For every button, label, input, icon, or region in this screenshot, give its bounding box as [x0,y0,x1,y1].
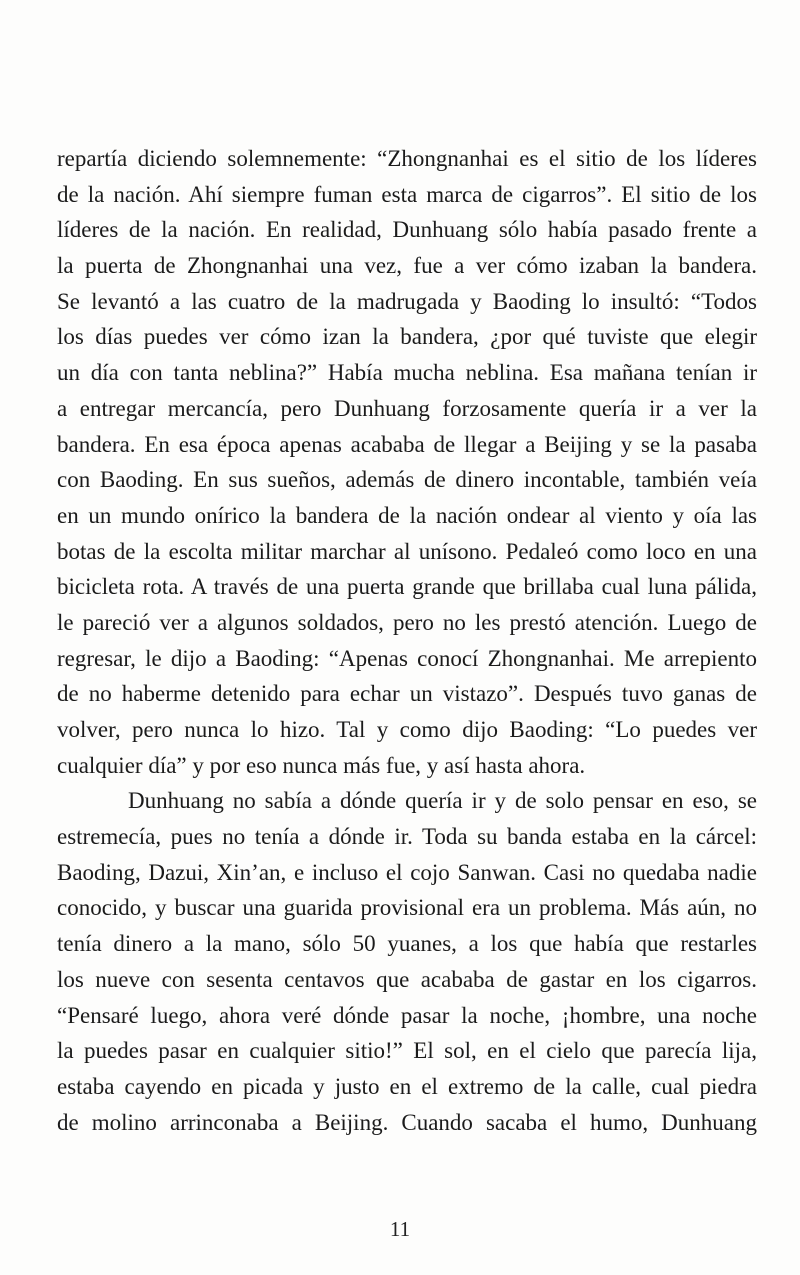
text-line: tenía dinero a la mano, sólo 50 yuanes, a los que había que restarles [57,931,757,957]
text-line: la puedes pasar en cualquier sitio!” El sol, en el cielo que parecía lija, [57,1038,757,1064]
text-line: conocido, y buscar una guarida provisional era un problema. Más aún, no [57,895,757,921]
text-line: “Pensaré luego, ahora veré dónde pasar la noche, ¡hombre, una noche [57,1002,757,1028]
text-line: de molino arrinconaba a Beijing. Cuando sacaba el humo, Dunhuang [57,1109,757,1135]
paragraph [57,141,757,783]
text-line: con Baoding. En sus sueños, además de dinero incontable, también veía [57,467,757,493]
text-line: en un mundo onírico la bandera de la nación ondear al viento y oía las [57,502,757,528]
text-line: a entregar mercancía, pero Dunhuang forzosamente quería ir a ver la [57,395,757,421]
text-line: repartía diciendo solemnemente: “Zhongnanhai es el sitio de los líderes [57,146,757,171]
text-line: de la nación. Ahí siempre fuman esta marca de cigarros”. El sitio de los [57,181,757,207]
text-line: un día con tanta neblina?” Había mucha neblina. Esa mañana tenían ir [57,360,757,386]
text-line: Baoding, Dazui, Xin’an, e incluso el cojo Sanwan. Casi no quedaba nadie [57,859,757,885]
text-line: estaba cayendo en picada y justo en el extremo de la calle, cual piedra [57,1073,757,1099]
paragraph [57,783,757,1140]
text-line: Dunhuang no sabía a dónde quería ir y de solo pensar en eso, se [128,788,757,814]
page-number: 11 [389,1217,411,1241]
text-line: Se levantó a las cuatro de la madrugada y Baoding lo insultó: “Todos [57,288,757,314]
text-line: bicicleta rota. A través de una puerta grande que brillaba cual luna pálida, [57,574,757,600]
text-line: líderes de la nación. En realidad, Dunhuang sólo había pasado frente a [57,217,757,243]
text-line: la puerta de Zhongnanhai una vez, fue a ver cómo izaban la bandera. [57,253,757,279]
text-line: los días puedes ver cómo izan la bandera, ¿por qué tuviste que elegir [57,324,757,350]
text-line: botas de la escolta militar marchar al unísono. Pedaleó como loco en una [57,538,757,564]
text-line: le pareció ver a algunos soldados, pero no les prestó atención. Luego de [57,609,757,635]
text-line: de no haberme detenido para echar un vistazo”. Después tuvo ganas de [57,681,757,707]
text-line: volver, pero nunca lo hizo. Tal y como dijo Baoding: “Lo puedes ver [57,717,757,742]
text-line: estremecía, pues no tenía a dónde ir. Toda su banda estaba en la cárcel: [57,824,757,850]
body-text [57,141,757,1140]
text-line: regresar, le dijo a Baoding: “Apenas conocí Zhongnanhai. Me arrepiento [57,645,757,671]
text-line: los nueve con sesenta centavos que acababa de gastar en los cigarros. [57,966,757,992]
text-line: bandera. En esa época apenas acababa de llegar a Beijing y se la pasaba [57,431,757,457]
text-line: cualquier día” y por eso nunca más fue, y así hasta ahora. [57,752,586,778]
